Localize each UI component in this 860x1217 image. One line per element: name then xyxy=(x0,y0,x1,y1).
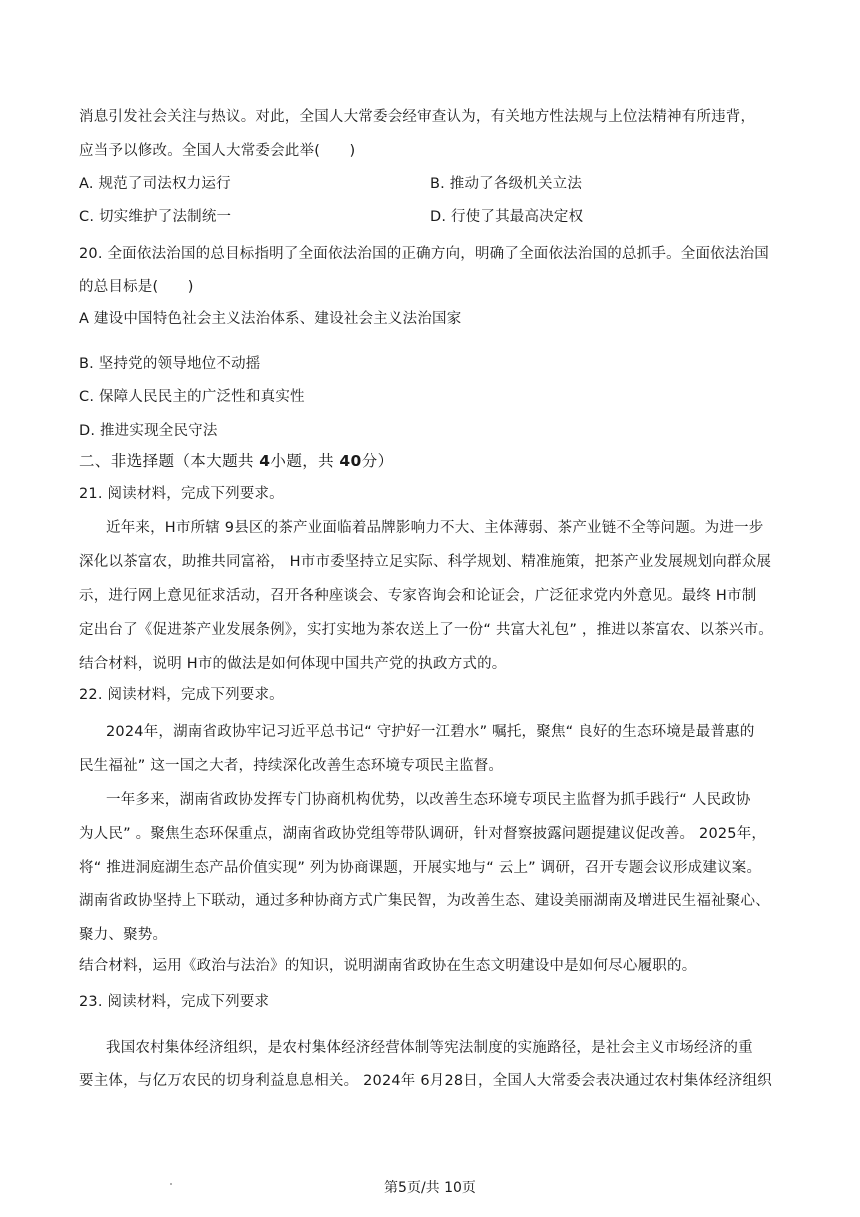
q20-option-c: C. 保障人民民主的广泛性和真实性 xyxy=(79,389,305,405)
q21-para-line-1: 近年来，H市所辖 9县区的茶产业面临着品牌影响力不大、主体薄弱、茶产业链不全等问题。为进一步 xyxy=(106,520,764,536)
q19-option-d: D. 行使了其最高决定权 xyxy=(430,209,584,225)
q20-option-b: B. 坚持党的领导地位不动摇 xyxy=(79,356,261,372)
q22-para-line-7: 聚力、聚势。 xyxy=(79,927,168,943)
q23-para-line-1: 我国农村集体经济组织，是农村集体经济经营体制等宪法制度的实施路径，是社会主义市场经济的重 xyxy=(106,1040,753,1056)
q22-para-line-6: 湖南省政协坚持上下联动，通过多种协商方式广集民智，为改善生态、建设美丽湖南及增进民生福祉聚心、 xyxy=(79,893,770,909)
q21-question: 结合材料，说明 H市的做法是如何体现中国共产党的执政方式的。 xyxy=(79,656,507,672)
q19-option-a: A. 规范了司法权力运行 xyxy=(79,176,231,192)
section-2-suffix: 分） xyxy=(361,452,394,470)
section-2-count: 4 xyxy=(259,452,271,470)
q21-para-line-3: 示，进行网上意见征求活动，召开各种座谈会、专家咨询会和论证会，广泛征求党内外意见。最终 H市制 xyxy=(79,588,757,604)
q20-option-a: A 建设中国特色社会主义法治体系、建设社会主义法治国家 xyxy=(79,311,462,327)
section-2-score: 40 xyxy=(339,452,362,470)
q22-title: 22. 阅读材料，完成下列要求。 xyxy=(79,687,284,703)
q22-para-line-5: 将“ 推进洞庭湖生态产品价值实现” 列为协商课题，开展实地与“ 云上” 调研，召开专题会议形成建议案。 xyxy=(79,860,762,876)
q23-title: 23. 阅读材料，完成下列要求 xyxy=(79,994,270,1010)
q22-question: 结合材料，运用《政治与法治》的知识，说明湖南省政协在生态文明建设中是如何尽心履职的。 xyxy=(79,958,697,974)
section-2-prefix: 二、非选择题（本大题共 xyxy=(79,452,260,470)
q22-para-line-2: 民生福祉” 这一国之大者，持续深化改善生态环境专项民主监督。 xyxy=(79,758,504,774)
section-2-mid: 小题，共 xyxy=(270,452,340,470)
q20-text-line-2: 的总目标是( ) xyxy=(79,279,194,295)
q21-para-line-2: 深化以茶富农，助推共同富裕， H市市委坚持立足实际、科学规划、精准施策，把茶产业发展规划向群众展 xyxy=(79,554,772,570)
q19-option-c: C. 切实维护了法制统一 xyxy=(79,209,232,225)
q21-para-line-4: 定出台了《促进茶产业发展条例》，实打实地为茶农送上了一份“ 共富大礼包” ，推进以茶富农、以茶兴市。 xyxy=(79,622,773,638)
q20-text-line-1: 20. 全面依法治国的总目标指明了全面依法治国的正确方向，明确了全面依法治国的总抓手。全面依法治国 xyxy=(79,246,769,262)
q19-text-line-2: 应当予以修改。全国人大常委会此举( ) xyxy=(79,143,356,159)
q19-option-b: B. 推动了各级机关立法 xyxy=(430,176,583,192)
section-2-heading xyxy=(79,451,394,471)
q21-title: 21. 阅读材料，完成下列要求。 xyxy=(79,486,284,502)
q19-text-line-1: 消息引发社会关注与热议。对此，全国人大常委会经审查认为，有关地方性法规与上位法精神有所违背， xyxy=(79,109,756,125)
page-number: 第5页/共 10页 xyxy=(384,1180,476,1196)
q22-para-line-4: 为人民” 。聚焦生态环保重点，湖南省政协党组等带队调研，针对督察披露问题提建议促改善。 2025年， xyxy=(79,826,767,842)
q20-option-d: D. 推进实现全民守法 xyxy=(79,423,218,439)
q22-para-line-1: 2024年，湖南省政协牢记习近平总书记“ 守护好一江碧水” 嘱托，聚焦“ 良好的生态环境是最普惠的 xyxy=(106,724,755,740)
q23-para-line-2: 要主体，与亿万农民的切身利益息息相关。 2024年 6月28日，全国人大常委会表决通过农村集体经济组织 xyxy=(79,1073,772,1089)
q22-para-line-3: 一年多来，湖南省政协发挥专门协商机构优势，以改善生态环境专项民主监督为抓手践行“ 人民政协 xyxy=(106,792,751,808)
